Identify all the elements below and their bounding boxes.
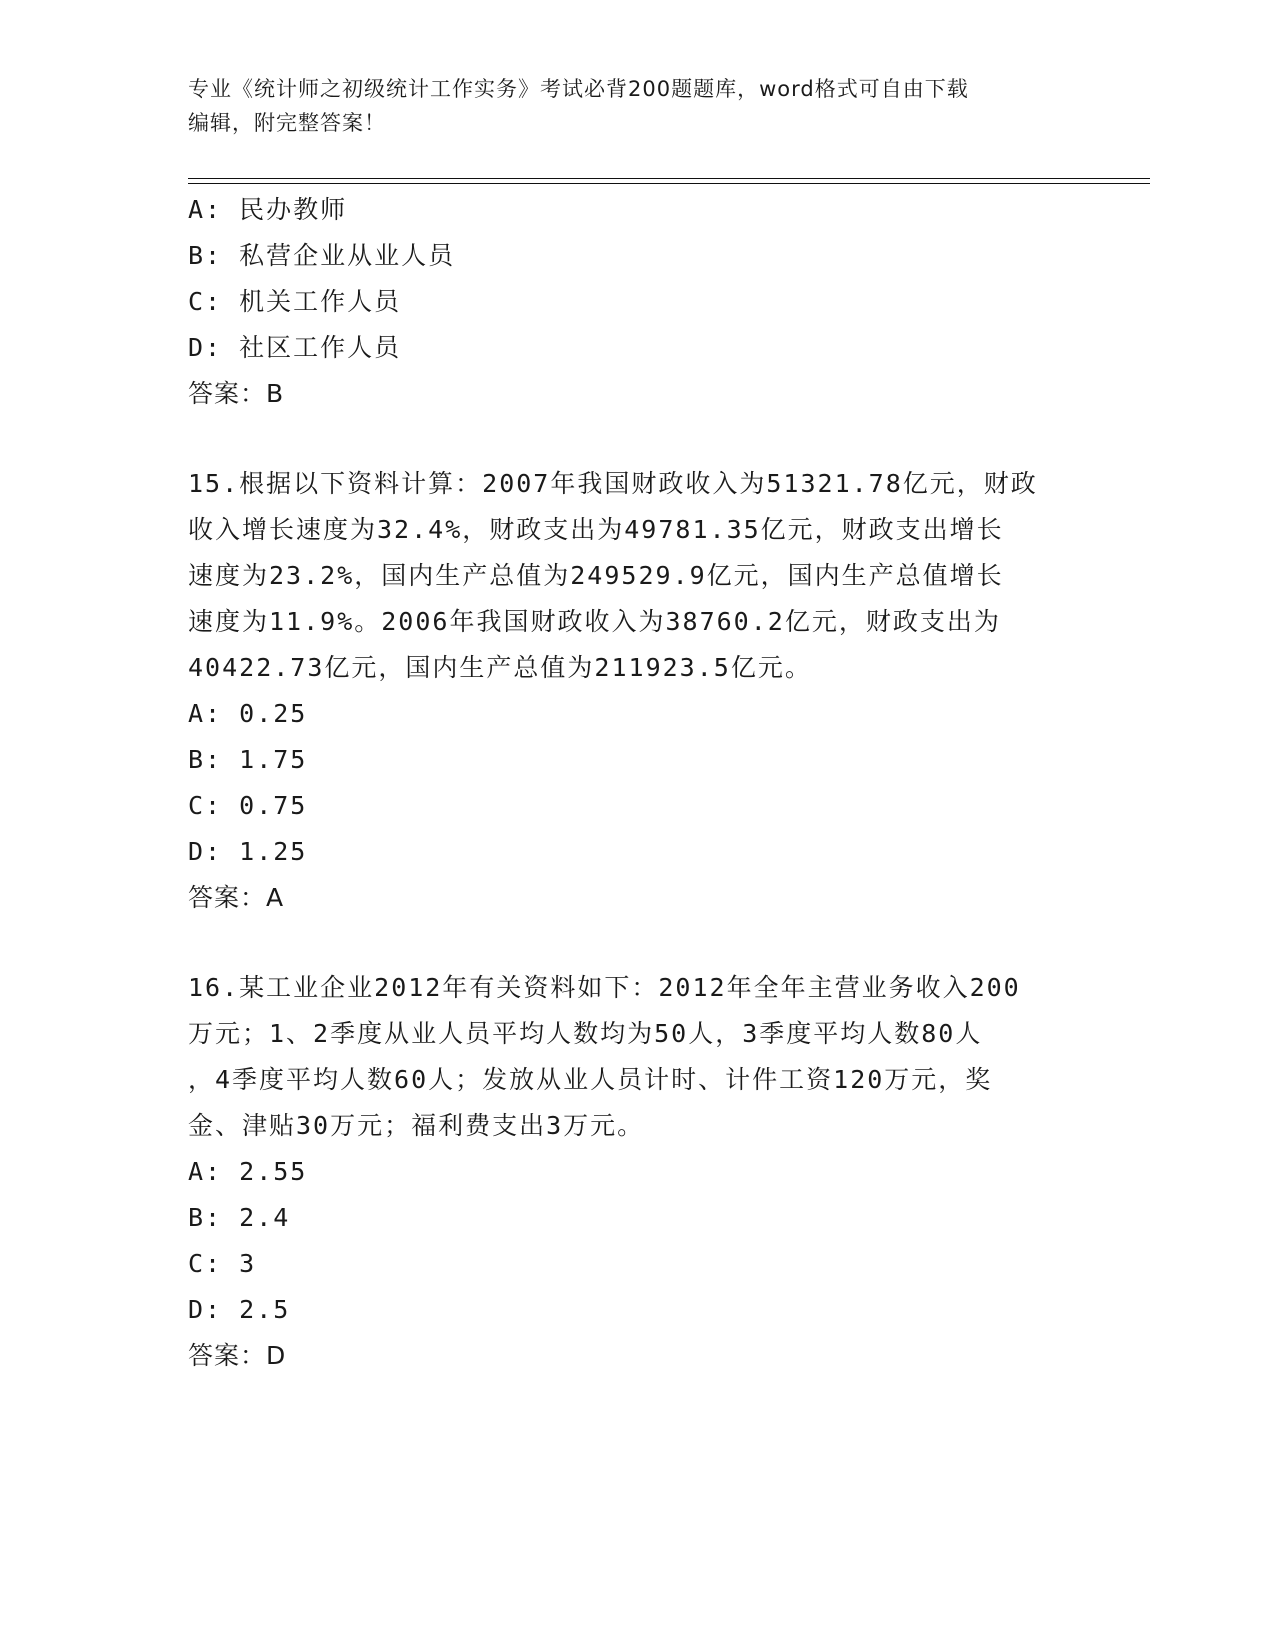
option-d: D: 社区工作人员 (188, 333, 402, 362)
question-14 (188, 187, 1088, 417)
question-text (188, 461, 1088, 691)
question-text (188, 965, 1088, 1149)
option-d: D: 2.5 (188, 1295, 291, 1324)
header-divider-bottom (188, 183, 1150, 184)
question-line: ，4季度平均人数60人；发放从业人员计时、计件工资120万元，奖 (188, 1065, 993, 1094)
option-a: A: 2.55 (188, 1157, 308, 1186)
question-line: 40422.73亿元，国内生产总值为211923.5亿元。 (188, 653, 812, 682)
option-b: B: 1.75 (188, 745, 308, 774)
question-15 (188, 461, 1088, 921)
answer: 答案：B (188, 379, 285, 408)
option-a: A: 民办教师 (188, 195, 348, 224)
option-c: C: 3 (188, 1249, 257, 1278)
header-line: 专业《统计师之初级统计工作实务》考试必背200题题库，word格式可自由下载 (188, 77, 969, 101)
question-line: 收入增长速度为32.4%，财政支出为49781.35亿元，财政支出增长 (188, 515, 1004, 544)
document-body (188, 187, 1088, 1379)
header-divider-top (188, 178, 1150, 179)
spacer (188, 417, 1088, 461)
option-a: A: 0.25 (188, 699, 308, 728)
answer: 答案：D (188, 1341, 287, 1370)
question-line: 16.某工业企业2012年有关资料如下：2012年全年主营业务收入200 (188, 973, 1021, 1002)
question-line: 万元；1、2季度从业人员平均人数均为50人，3季度平均人数80人 (188, 1019, 983, 1048)
document-header (188, 72, 1068, 140)
option-d: D: 1.25 (188, 837, 308, 866)
spacer (188, 921, 1088, 965)
option-b: B: 私营企业从业人员 (188, 241, 456, 270)
option-b: B: 2.4 (188, 1203, 291, 1232)
question-line: 15.根据以下资料计算：2007年我国财政收入为51321.78亿元，财政 (188, 469, 1038, 498)
answer: 答案：A (188, 883, 285, 912)
question-line: 速度为23.2%，国内生产总值为249529.9亿元，国内生产总值增长 (188, 561, 1004, 590)
question-line: 速度为11.9%。2006年我国财政收入为38760.2亿元，财政支出为 (188, 607, 1001, 636)
option-c: C: 0.75 (188, 791, 308, 820)
option-c: C: 机关工作人员 (188, 287, 402, 316)
question-line: 金、津贴30万元；福利费支出3万元。 (188, 1111, 645, 1140)
header-line: 编辑，附完整答案！ (188, 111, 386, 135)
question-16 (188, 965, 1088, 1379)
